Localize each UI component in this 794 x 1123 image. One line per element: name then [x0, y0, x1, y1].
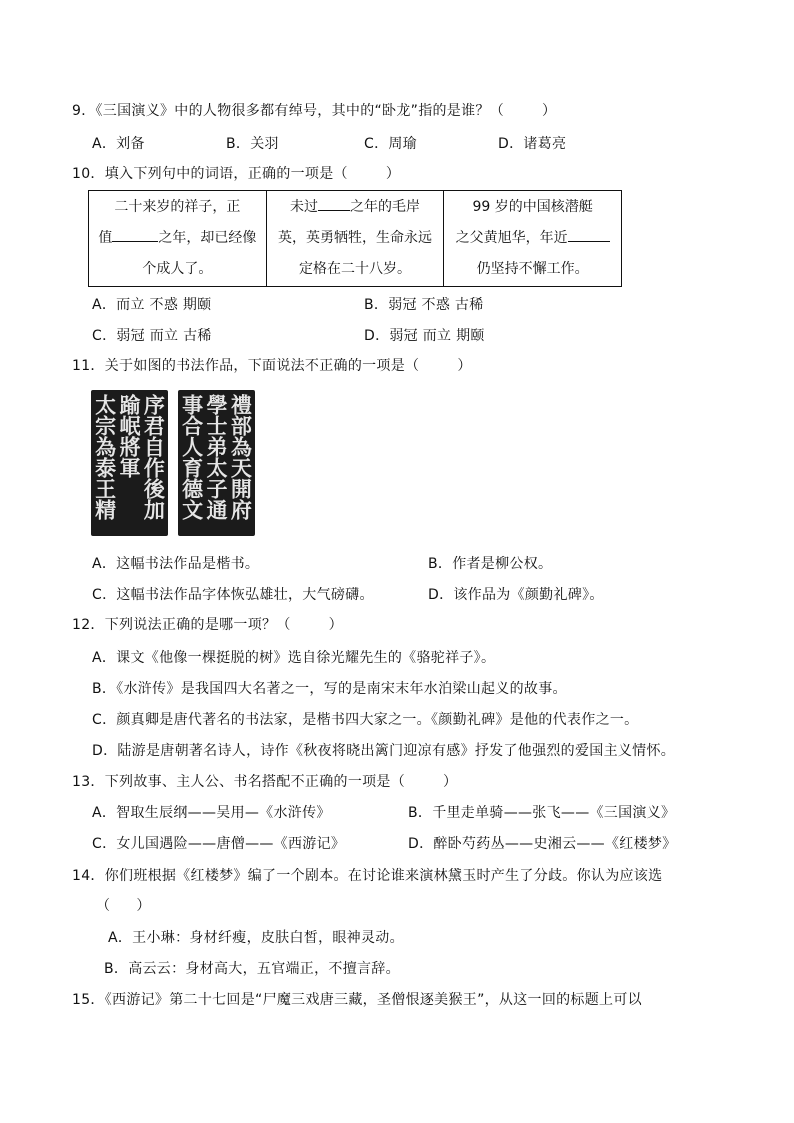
question-9-stem: 9．《三国演义》中的人物很多都有绰号，其中的“卧龙”指的是谁？（ ）	[72, 103, 557, 119]
question-11-stem: 11．关于如图的书法作品，下面说法不正确的一项是（ ）	[72, 358, 472, 374]
q10-cell-1: 二十来岁的祥子，正 值 之年，却已经像 个成人了。	[89, 191, 267, 287]
q12-option-b: B．《水浒传》是我国四大名著之一，写的是南宋末年水泊梁山起义的故事。	[92, 681, 567, 697]
question-13-stem: 13．下列故事、主人公、书名搭配不正确的一项是（ ）	[72, 774, 458, 790]
q10-table	[88, 190, 622, 287]
q11-option-b: B．作者是柳公权。	[428, 556, 553, 572]
q14-option-a: A．王小琳：身材纤瘦，皮肤白皙，眼神灵动。	[108, 930, 404, 946]
q12-option-c: C．颜真卿是唐代著名的书法家，是楷书四大家之一。《颜勤礼碑》是他的代表作之一。	[92, 712, 639, 728]
question-10-stem: 10．填入下列句中的词语，正确的一项是（ ）	[72, 166, 401, 182]
q12-option-a: A．课文《他像一棵挺脱的树》选自徐光耀先生的《骆驼祥子》。	[92, 650, 496, 666]
question-15-stem: 15．《西游记》第二十七回是“尸魔三戏唐三藏，圣僧恨逐美猴王”，从这一回的标题上可以	[72, 992, 642, 1008]
q14-answer-paren: （ ）	[96, 898, 151, 914]
q10-option-c: C．弱冠 而立 古稀	[92, 328, 212, 344]
question-14-stem: 14．你们班根据《红楼梦》编了一个剧本。在讨论谁来演林黛玉时产生了分歧。你认为应该选	[72, 868, 663, 884]
q11-option-c: C．这幅书法作品字体恢弘雄壮，大气磅礴。	[92, 587, 374, 603]
q10-option-a: A．而立 不惑 期颐	[92, 297, 212, 313]
question-12-stem: 12．下列说法正确的是哪一项？（ ）	[72, 617, 343, 633]
q9-option-b: B．关羽	[226, 136, 279, 152]
q13-option-a: A．智取生辰纲——吴用—《水浒传》	[92, 805, 331, 821]
q11-option-d: D．该作品为《颜勤礼碑》。	[428, 587, 604, 603]
q11-option-a: A．这幅书法作品是楷书。	[92, 556, 260, 572]
q13-option-c: C．女儿国遇险——唐僧——《西游记》	[92, 836, 346, 852]
q10-option-b: B．弱冠 不惑 古稀	[364, 297, 484, 313]
q10-option-d: D．弱冠 而立 期颐	[364, 328, 485, 344]
calligraphy-image-left: 序君自作後加 踰岷將軍 太宗為泰王精	[91, 390, 168, 536]
q12-option-d: D．陆游是唐朝著名诗人，诗作《秋夜将晓出篱门迎凉有感》抒发了他强烈的爱国主义情怀。	[92, 743, 676, 759]
q13-option-b: B．千里走单骑——张飞——《三国演义》	[408, 805, 676, 821]
q9-option-c: C．周瑜	[364, 136, 417, 152]
q10-cell-2: 未过 之年的毛岸 英，英勇牺牲，生命永远 定格在二十八岁。	[266, 191, 444, 287]
q9-option-a: A．刘备	[92, 136, 145, 152]
q13-option-d: D．醉卧芍药丛——史湘云——《红楼梦》	[408, 836, 677, 852]
q9-option-d: D．诸葛亮	[498, 136, 567, 152]
q10-cell-3: 99 岁的中国核潜艇 之父黄旭华，年近 仍坚持不懈工作。	[444, 191, 622, 287]
calligraphy-image-right: 禮部為天開府 學士弟太子通 事合人育德文	[178, 390, 255, 536]
q14-option-b: B．高云云：身材高大，五官端正，不擅言辞。	[104, 961, 400, 977]
